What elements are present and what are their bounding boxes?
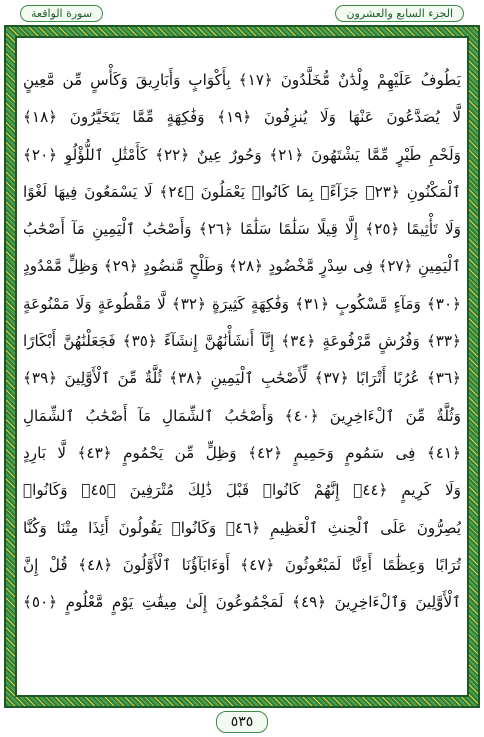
text-line-13: يُصِرُّونَ عَلَى ٱلْحِنثِ ٱلْعَظِيمِ ﴿٤٦﴾ وَكَانُوا۟ يَقُولُونَ أَئِذَا مِتْنَا وَكُنَّا [23, 518, 461, 537]
verse-text-area [23, 62, 461, 685]
text-line-2: لَّا يُصَدَّعُونَ عَنْهَا وَلَا يُنزِفُونَ ﴿١٩﴾ وَفَٰكِهَةٍ مِّمَّا يَتَخَيَّرُونَ ﴿١٨﴾ [23, 108, 461, 127]
text-line-3: وَلَحْمِ طَيْرٍ مِّمَّا يَشْتَهُونَ ﴿٢١﴾ وَحُورٌ عِينٌ ﴿٢٢﴾ كَأَمْثَٰلِ ٱللُّؤْلُوِ ﴿٢٠﴾ [23, 145, 461, 164]
juz-label: الجزء السابع والعشرون [335, 5, 464, 22]
text-panel [15, 36, 469, 697]
page-footer [0, 711, 484, 733]
text-line-8: ﴿٣٣﴾ وَفُرُشٍ مَّرْفُوعَةٍ ﴿٣٤﴾ إِنَّآ أَنشَأْنَٰهُنَّ إِنشَآءً ﴿٣٥﴾ فَجَعَلْنَٰهُنَّ أَبْكَارًا [23, 332, 461, 351]
text-line-15: ٱلْأَوَّلِينَ وَٱلْءَاخِرِينَ ﴿٤٩﴾ لَمَجْمُوعُونَ إِلَىٰ مِيقَٰتِ يَوْمٍ مَّعْلُومٍ ﴿٥٠﴾ [23, 593, 461, 612]
text-line-7: ﴿٣٠﴾ وَمَآءٍ مَّسْكُوبٍ ﴿٣١﴾ وَفَٰكِهَةٍ كَثِيرَةٍ ﴿٣٢﴾ لَّا مَقْطُوعَةٍ وَلَا مَمْنُوعَةٍ [23, 294, 461, 313]
page-number: ٥٣٥ [216, 711, 269, 733]
text-line-14: تُرَابًا وَعِظَٰمًا أَءِنَّا لَمَبْعُوثُونَ ﴿٤٧﴾ أَوَءَابَآؤُنَا ٱلْأَوَّلُونَ ﴿٤٨﴾ قُلْ إِنَّ [23, 555, 461, 574]
text-line-10: وَثُلَّةٌ مِّنَ ٱلْءَاخِرِينَ ﴿٤٠﴾ وَأَصْحَٰبُ ٱلشِّمَالِ مَآ أَصْحَٰبُ ٱلشِّمَالِ [23, 406, 461, 425]
text-line-5: وَلَا تَأْثِيمًا ﴿٢٥﴾ إِلَّا قِيلًا سَلَٰمًا سَلَٰمًا ﴿٢٦﴾ وَأَصْحَٰبُ ٱلْيَمِينِ مَآ أَصْحَٰبُ [23, 220, 461, 239]
text-line-4: ٱلْمَكْنُونِ ﴿٢٣﴾ جَزَآءًۢ بِمَا كَانُوا۟ يَعْمَلُونَ ﴿٢٤﴾ لَا يَسْمَعُونَ فِيهَا لَغْوًا [23, 182, 461, 201]
text-line-6: ٱلْيَمِينِ ﴿٢٧﴾ فِى سِدْرٍ مَّخْضُودٍ ﴿٢٨﴾ وَطَلْحٍ مَّنضُودٍ ﴿٢٩﴾ وَظِلٍّ مَّمْدُودٍ [23, 257, 461, 276]
page-header [20, 3, 464, 23]
surah-label: سورة الواقعة [20, 5, 103, 22]
text-line-11: ﴿٤١﴾ فِى سَمُومٍ وَحَمِيمٍ ﴿٤٢﴾ وَظِلٍّ مِّن يَحْمُومٍ ﴿٤٣﴾ لَّا بَارِدٍ [23, 443, 461, 462]
text-line-9: ﴿٣٦﴾ عُرُبًا أَتْرَابًا ﴿٣٧﴾ لِّأَصْحَٰبِ ٱلْيَمِينِ ﴿٣٨﴾ ثُلَّةٌ مِّنَ ٱلْأَوَّلِينَ ﴿٣٩﴾ [23, 369, 461, 388]
text-line-1: يَطُوفُ عَلَيْهِمْ وِلْدَٰنٌ مُّخَلَّدُونَ ﴿١٧﴾ بِأَكْوَابٍ وَأَبَارِيقَ وَكَأْسٍ مِّن مَّعِينٍ [23, 71, 461, 89]
decorative-frame [4, 25, 480, 708]
text-line-12: وَلَا كَرِيمٍ ﴿٤٤﴾ إِنَّهُمْ كَانُوا۟ قَبْلَ ذَٰلِكَ مُتْرَفِينَ ﴿٤٥﴾ وَكَانُوا۟ [23, 481, 461, 500]
